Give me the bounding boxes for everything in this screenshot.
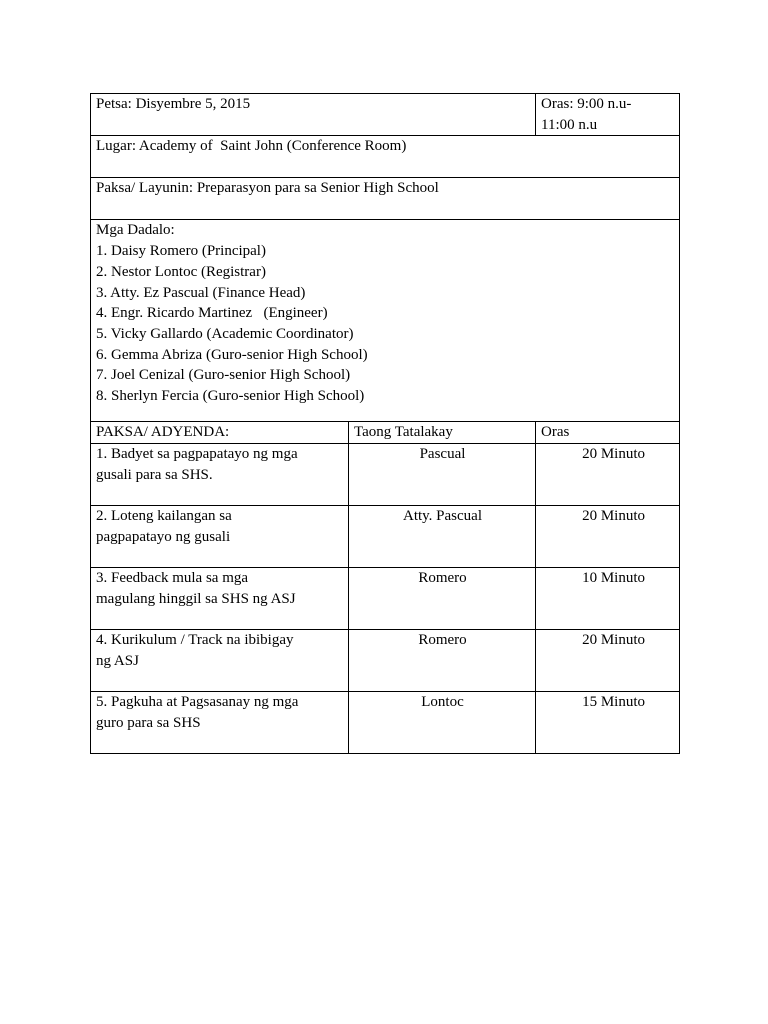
agenda-topic-line: 2. Loteng kailangan sa (96, 508, 232, 525)
agenda-topic-line: 3. Feedback mula sa mga (96, 570, 249, 587)
meeting-agenda-table (90, 93, 680, 754)
agenda-person: Lontoc (349, 692, 536, 754)
agenda-topic-line: 5. Pagkuha at Pagsasanay ng mga (96, 694, 299, 711)
attendee-item: 5. Vicky Gallardo (Academic Coordinator) (96, 325, 354, 342)
meeting-topic: Paksa/ Layunin: Preparasyon para sa Senior High School (96, 180, 439, 197)
agenda-time: 20 Minuto (536, 506, 680, 568)
agenda-row (91, 692, 680, 754)
date-time-row (91, 94, 680, 136)
agenda-person: Romero (349, 568, 536, 630)
agenda-topic (91, 630, 349, 692)
attendee-item: 7. Joel Cenizal (Guro-senior High School) (96, 367, 351, 384)
attendees-cell (91, 220, 680, 422)
agenda-topic-line: ng ASJ (96, 652, 139, 669)
agenda-row (91, 506, 680, 568)
agenda-topic (91, 568, 349, 630)
agenda-col-time-header: Oras (536, 422, 680, 444)
place-cell (91, 136, 680, 178)
meeting-time-line2: 11:00 n.u (541, 116, 598, 133)
attendee-item: 6. Gemma Abriza (Guro-senior High School) (96, 346, 368, 363)
topic-row (91, 178, 680, 220)
agenda-time: 20 Minuto (536, 630, 680, 692)
agenda-person: Romero (349, 630, 536, 692)
agenda-topic (91, 444, 349, 506)
agenda-person: Pascual (349, 444, 536, 506)
place-row (91, 136, 680, 178)
meeting-place: Lugar: Academy of Saint John (Conference Room) (96, 138, 407, 155)
agenda-row (91, 568, 680, 630)
agenda-topic-line: gusali para sa SHS. (96, 466, 213, 483)
attendee-item: 3. Atty. Ez Pascual (Finance Head) (96, 284, 306, 301)
agenda-topic (91, 506, 349, 568)
meeting-time-line1: Oras: 9:00 n.u- (541, 96, 632, 112)
topic-cell (91, 178, 680, 220)
agenda-row (91, 444, 680, 506)
attendees-title: Mga Dadalo: (96, 222, 175, 239)
agenda-topic-line: guro para sa SHS (96, 714, 201, 731)
attendees-row (91, 220, 680, 422)
agenda-time: 10 Minuto (536, 568, 680, 630)
agenda-topic-line: 1. Badyet sa pagpapatayo ng mga (96, 446, 298, 463)
time-cell (536, 94, 680, 136)
agenda-col-person-header: Taong Tatalakay (349, 422, 536, 444)
agenda-header-row (91, 422, 680, 444)
agenda-col-topic-header: PAKSA/ ADYENDA: (91, 422, 349, 444)
agenda-time: 20 Minuto (536, 444, 680, 506)
attendee-item: 1. Daisy Romero (Principal) (96, 243, 266, 260)
meeting-date: Petsa: Disyembre 5, 2015 (96, 96, 251, 112)
agenda-time: 15 Minuto (536, 692, 680, 754)
attendee-item: 4. Engr. Ricardo Martinez (Engineer) (96, 305, 328, 322)
agenda-person: Atty. Pascual (349, 506, 536, 568)
date-cell (91, 94, 536, 136)
agenda-row (91, 630, 680, 692)
agenda-topic-line: pagpapatayo ng gusali (96, 528, 231, 545)
agenda-topic-line: 4. Kurikulum / Track na ibibigay (96, 632, 294, 649)
agenda-topic (91, 692, 349, 754)
attendee-item: 2. Nestor Lontoc (Registrar) (96, 263, 266, 280)
agenda-topic-line: magulang hinggil sa SHS ng ASJ (96, 590, 296, 607)
attendee-item: 8. Sherlyn Fercia (Guro-senior High School) (96, 388, 365, 405)
